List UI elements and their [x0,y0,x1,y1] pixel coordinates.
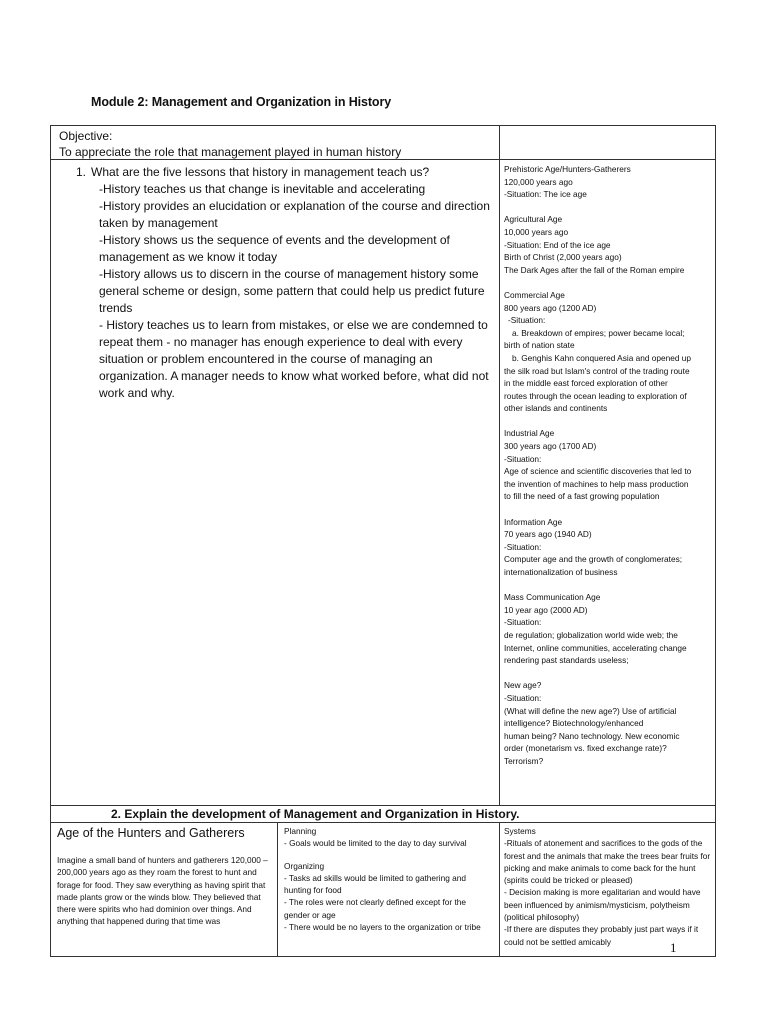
age-line: 10 year ago (2000 AD) [504,604,588,615]
lesson-item: - History teaches us to learn from mistakes, or else we are condemned to repeat them - no manager has enough experience to deal with every situation or problem encountered in the course of managing an organization. A manager needs to know what worked before, what did not work and why. [99,318,489,400]
module-table [50,125,716,957]
age-line: Age of science and scientific discoveries that led to [504,466,692,477]
age-line: Computer age and the growth of conglomerates; [504,554,683,565]
age-line: routes through the ocean leading to exploration of [504,390,687,401]
age-line: The Dark Ages after the fall of the Roman empire [504,264,685,275]
age-line: Commercial Age [504,289,565,300]
age-line: 800 years ago (1200 AD) [504,302,597,313]
age-line: 120,000 years ago [504,176,573,187]
systems-text: -Rituals of atonement and sacrifices to the gods of the forest and the animals that make the trees bear fruits for picking and make animals to come back for the hunt (spirits could be tricked or pleased) [504,838,711,886]
age-new [504,679,711,767]
hunters-text: Imagine a small band of hunters and gatherers 120,000 – 200,000 years ago as they roam the forest to hunt and forage for food. They saw everything as having spirit that made plants grow or the winds blow. They believed that there were spirits who had dominion over things. And anything that happened during that time was [57,855,268,927]
age-line: to fill the need of a fast growing population [504,491,660,502]
lesson-item: -History provides an elucidation or explanation of the course and direction taken by management [99,199,490,230]
document-title: Module 2: Management and Organization in History [91,95,392,109]
age-line: Agricultural Age [504,214,563,225]
age-line: human being? Nano technology. New economic [504,730,680,741]
age-line: rendering past standards useless; [504,655,629,666]
organizing-text: - The roles were not clearly defined except for the gender or age [284,897,467,920]
hunters-title: Age of the Hunters and Gatherers [57,826,245,840]
organizing-label: Organizing [284,860,325,871]
age-line: de regulation; globalization world wide web; the [504,629,678,640]
question-2-row [51,806,715,823]
lesson-item: -History teaches us that change is inevitable and accelerating [99,182,426,196]
age-industrial [504,427,711,503]
systems-label: Systems [504,826,536,836]
objective-empty-cell [500,126,715,159]
organizing-text: - There would be no layers to the organization or tribe [284,922,481,933]
question-2-text: 2. Explain the development of Management and Organization in History. [111,807,520,821]
age-line: the invention of machines to help mass production [504,478,689,489]
question-1-number: 1. [76,165,87,179]
systems-text: -If there are disputes they probably just part ways if it could not be settled amicably [504,924,699,947]
age-line: 10,000 years ago [504,226,569,237]
objective-cell [51,126,500,159]
systems-cell [500,823,715,956]
age-line: -Situation: [504,541,542,552]
age-line: a. Breakdown of empires; power became local; [512,327,685,338]
age-line: the silk road but Islam's control of the trading route [504,365,690,376]
lesson-item: -History shows us the sequence of events and the development of management as we know it today [99,233,450,264]
age-line: Prehistoric Age/Hunters-Gatherers [504,164,631,174]
age-line: b. Genghis Kahn conquered Asia and opened up [512,352,691,363]
age-line: -Situation: [504,617,542,628]
objective-label: Objective: [59,129,113,143]
age-line: Birth of Christ (2,000 years ago) [504,252,622,263]
age-line: internationalization of business [504,567,618,577]
objective-row [51,126,715,160]
age-line: -Situation: [508,315,546,326]
planning-label: Planning [284,826,317,836]
age-mass-communication [504,591,711,667]
age-line: Information Age [504,516,563,527]
question-1-text: What are the five lessons that history in management teach us? [91,165,430,179]
objective-text: To appreciate the role that management played in human history [59,145,402,159]
age-line: Mass Communication Age [504,592,601,603]
page-number: 1 [670,940,677,955]
age-line: Internet, online communities, accelerating change [504,642,687,653]
age-line: -Situation: [504,692,542,703]
age-line: Terrorism? [504,755,544,766]
planning-text: - Goals would be limited to the day to day survival [284,838,467,849]
age-line: other islands and continents [504,403,608,414]
age-line: 70 years ago (1940 AD) [504,529,592,540]
lessons-cell [51,160,500,805]
ages-timeline-cell [500,160,715,805]
age-agricultural [504,213,711,276]
hunters-cell [51,823,278,956]
age-line: intelligence? Biotechnology/enhanced [504,718,644,729]
planning-cell [278,823,500,956]
hunters-row [51,823,715,956]
age-information [504,516,711,579]
age-line: New age? [504,680,542,691]
age-line: -Situation: The ice age [504,189,587,200]
systems-text: - Decision making is more egalitarian and would have been influenced by animism/mysticism, polytheism (political philosophy) [504,887,701,923]
age-line: birth of nation state [504,340,575,351]
age-prehistoric [504,163,711,201]
organizing-text: - Tasks ad skills would be limited to gathering and hunting for food [284,872,467,896]
age-line: -Situation: [504,453,542,464]
age-line: order (monetarism vs. fixed exchange rate)? [504,743,667,754]
age-line: Industrial Age [504,428,555,439]
lesson-item: -History allows us to discern in the course of management history some general scheme or design, some pattern that could help us predict future trends [99,267,485,315]
age-line: in the middle east forced exploration of other [504,378,668,389]
age-line: 300 years ago (1700 AD) [504,441,597,452]
lessons-row [51,160,715,806]
age-line: (What will define the new age?) Use of artificial [504,705,677,716]
age-line: -Situation: End of the ice age [504,239,611,250]
age-commercial [504,289,711,415]
